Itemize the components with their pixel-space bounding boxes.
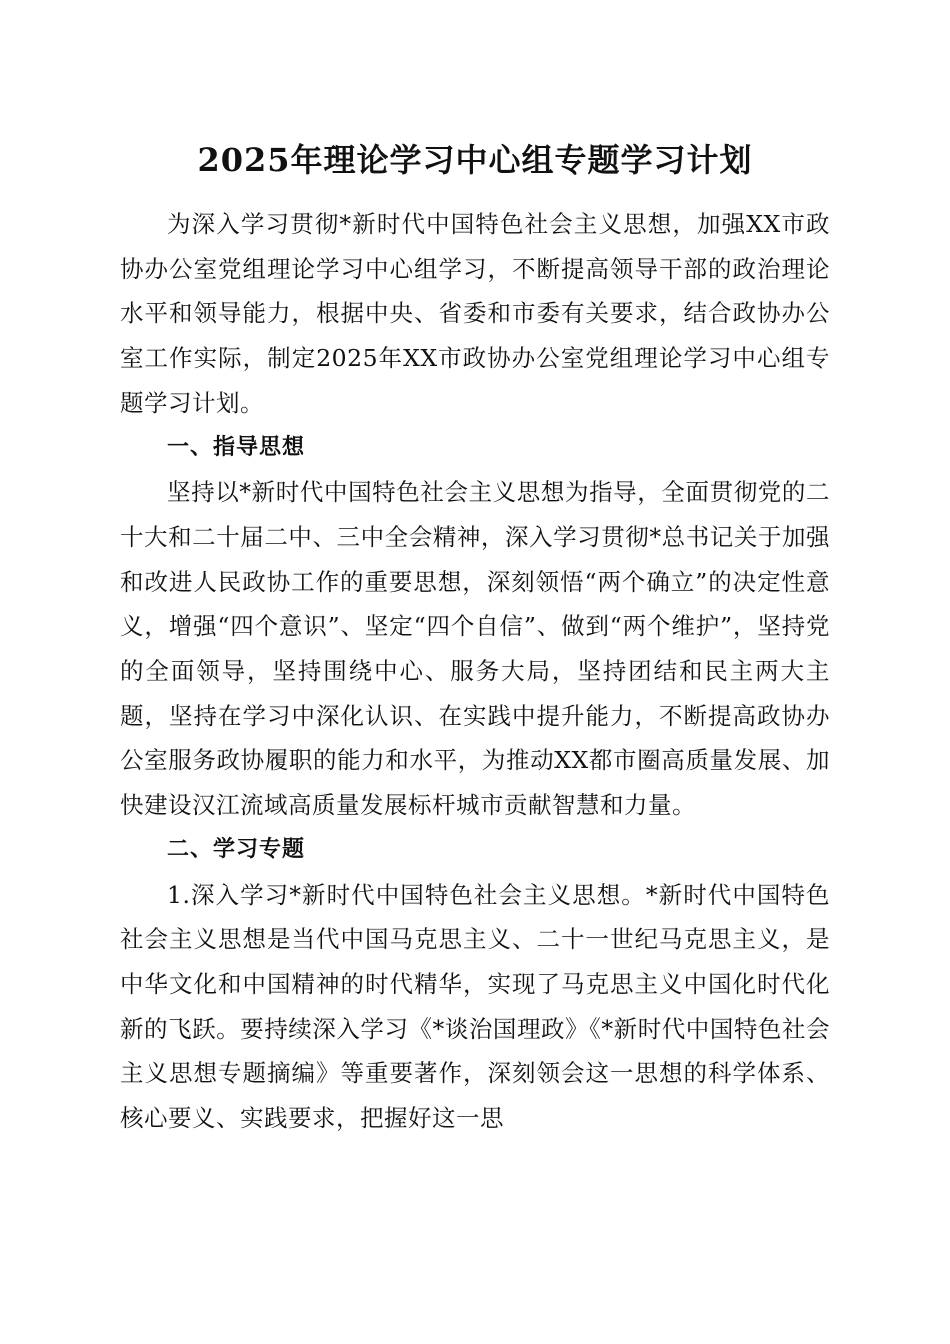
section-heading-study-topics: 二、学习专题 [167,836,306,862]
document-title: 2025年理论学习中心组专题学习计划 [197,141,753,179]
guiding-ideology-paragraph: 坚持以*新时代中国特色社会主义思想为指导，全面贯彻党的二十大和二十届二中、三中全会精神，深入学习贯彻*总书记关于加强和改进人民政协工作的重要思想，深刻领悟“两个确立”的决定性意义，增强“四个意识”、坚定“四个自信”、做到“两个维护”，坚持党的全面领导，坚持围绕中心、服务大局，坚持团结和民主两大主题，坚持在学习中深化认识、在实践中提升能力，不断提高政协办公室服务政协履职的能力和水平，为推动XX都市圈高质量发展、加快建设汉江流域高质量发展标杆城市贡献智慧和力量。 [120,478,830,820]
section-heading-guiding-ideology: 一、指导思想 [167,434,306,460]
intro-paragraph: 为深入学习贯彻*新时代中国特色社会主义思想，加强XX市政协办公室党组理论学习中心组学习，不断提高领导干部的政治理论水平和领导能力，根据中央、省委和市委有关要求，结合政协办公室工作实际，制定2025年XX市政协办公室党组理论学习中心组专题学习计划。 [120,210,830,417]
document-body [120,202,830,1141]
study-topic-item-1: 1.深入学习*新时代中国特色社会主义思想。*新时代中国特色社会主义思想是当代中国马克思主义、二十一世纪马克思主义，是中华文化和中国精神的时代精华，实现了马克思主义中国化时代化新的飞跃。要持续深入学习《*谈治国理政》《*新时代中国特色社会主义思想专题摘编》等重要著作，深刻领会这一思想的科学体系、核心要义、实践要求，把握好这一思 [120,880,830,1133]
